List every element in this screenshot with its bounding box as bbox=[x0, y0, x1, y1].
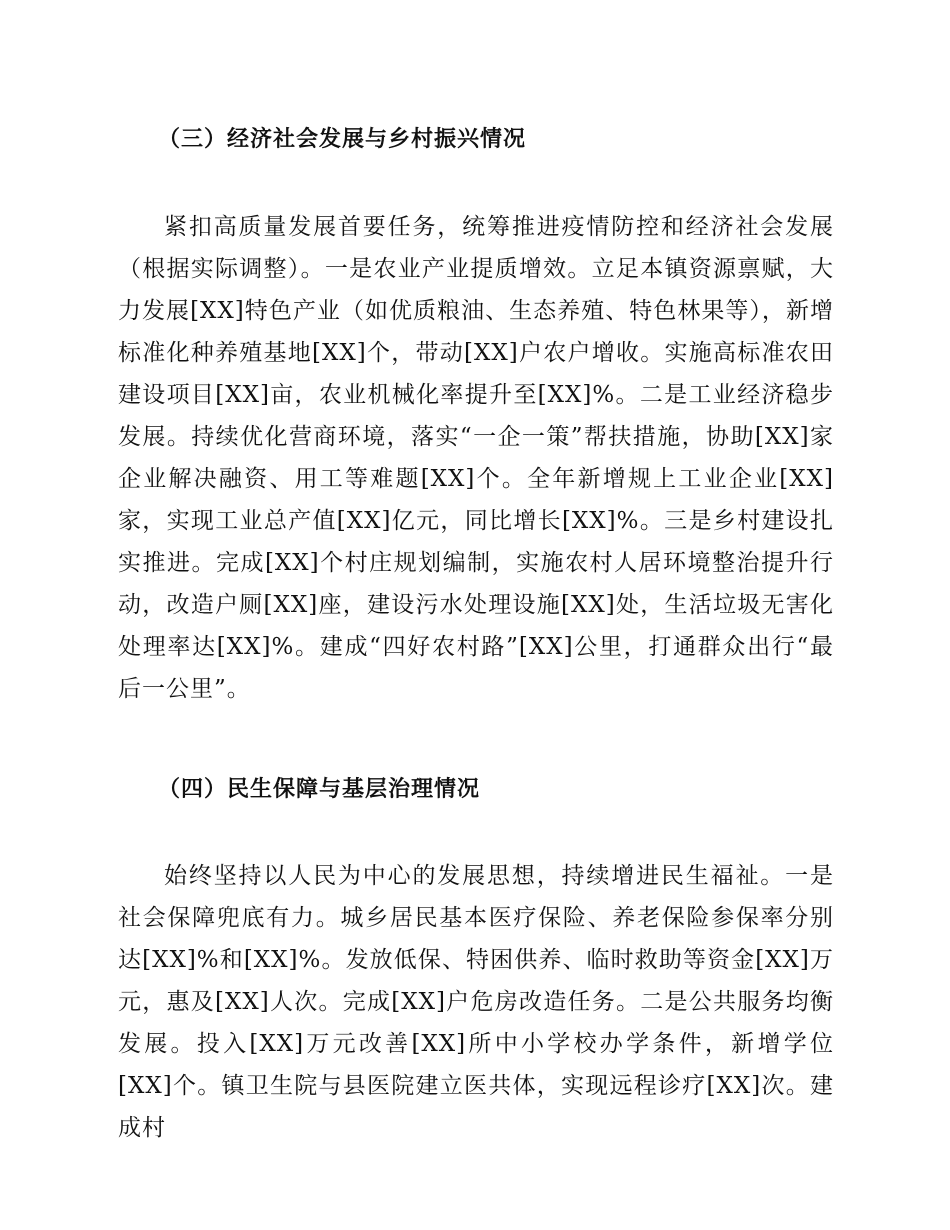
section-heading-4: （四）民生保障与基层治理情况 bbox=[158, 776, 481, 802]
section-heading-3: （三）经济社会发展与乡村振兴情况 bbox=[158, 126, 527, 152]
section-paragraph-4: 始终坚持以人民为中心的发展思想，持续增进民生福祉。一是社会保障兜底有力。城乡居民基本医疗保险、养老保险参保率分别达[XX]%和[XX]%。发放低保、特困供养、临时救助等资金[XX]万元，惠及[XX]人次。完成[XX]户危房改造任务。二是公共服务均衡发展。投入[XX]万元改善[XX]所中小学校办学条件，新增学位[XX]个。镇卫生院与县医院建立医共体，实现远程诊疗[XX]次。建成村 bbox=[118, 863, 834, 1141]
section-paragraph-3: 紧扣高质量发展首要任务，统筹推进疫情防控和经济社会发展（根据实际调整）。一是农业产业提质增效。立足本镇资源禀赋，大力发展[XX]特色产业（如优质粮油、生态养殖、特色林果等），新增标准化种养殖基地[XX]个，带动[XX]户农户增收。实施高标准农田建设项目[XX]亩，农业机械化率提升至[XX]%。二是工业经济稳步发展。持续优化营商环境，落实“一企一策”帮扶措施，协助[XX]家企业解决融资、用工等难题[XX]个。全年新增规上工业企业[XX]家，实现工业总产值[XX]亿元，同比增长[XX]%。三是乡村建设扎实推进。完成[XX]个村庄规划编制，实施农村人居环境整治提升行动，改造户厕[XX]座，建设污水处理设施[XX]处，生活垃圾无害化处理率达[XX]%。建成“四好农村路”[XX]公里，打通群众出行“最后一公里”。 bbox=[118, 214, 834, 702]
